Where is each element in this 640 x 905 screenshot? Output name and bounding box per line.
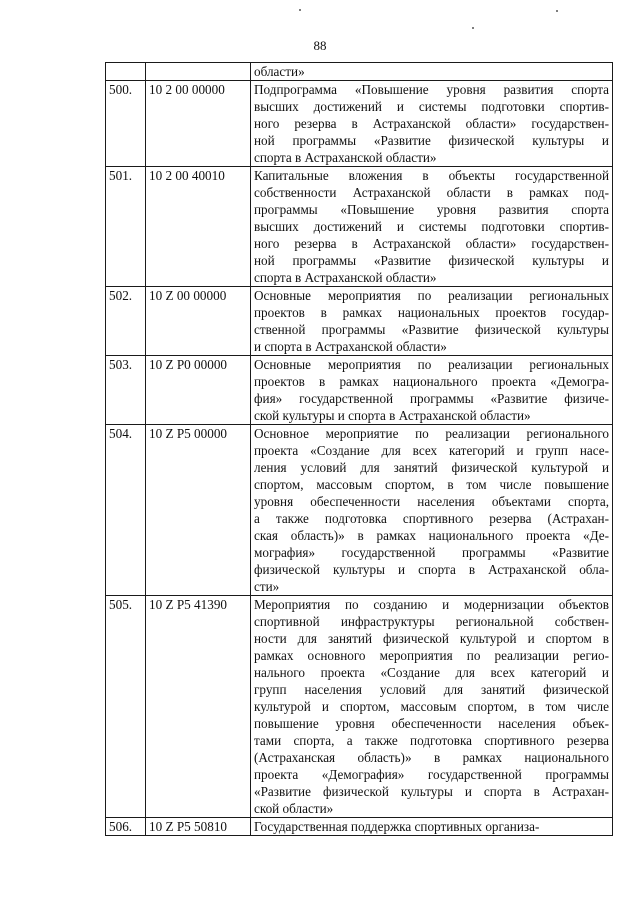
description-line: проекта «Создание для всех категорий и групп насе- xyxy=(254,443,609,458)
scan-speck xyxy=(556,10,558,12)
classification-code: 10 2 00 00000 xyxy=(146,81,251,167)
item-description xyxy=(251,81,613,167)
classification-code: 10 2 00 40010 xyxy=(146,167,251,287)
description-line: и спорта в Астраханской области» xyxy=(254,339,447,354)
row-number: 503. xyxy=(106,356,146,425)
description-line: Капитальные вложения в объекты государственной xyxy=(254,168,609,183)
description-line: ности для занятий физической культурой и спортом в xyxy=(254,631,609,646)
description-line: физической культуры и спорта в Астраханской обла- xyxy=(254,562,609,577)
table-row xyxy=(106,81,613,167)
row-number xyxy=(106,63,146,81)
description-line: ской области» xyxy=(254,801,334,816)
table-row xyxy=(106,596,613,818)
description-line: высших достижений и системы подготовки спортив- xyxy=(254,99,609,114)
classification-code: 10 Z P5 41390 xyxy=(146,596,251,818)
row-number: 500. xyxy=(106,81,146,167)
table-row xyxy=(106,167,613,287)
description-line: уровня обеспеченности населения объектами спорта, xyxy=(254,494,609,509)
description-line: ной программы «Развитие физической культуры и xyxy=(254,133,609,148)
description-line: фия» государственной программы «Развитие физиче- xyxy=(254,391,609,406)
row-number: 502. xyxy=(106,287,146,356)
scan-speck xyxy=(299,9,301,11)
classification-code: 10 Z P0 00000 xyxy=(146,356,251,425)
classification-code: 10 Z 00 00000 xyxy=(146,287,251,356)
row-number: 506. xyxy=(106,818,146,836)
description-line: повышение уровня обеспеченности населения объек- xyxy=(254,716,609,731)
description-line: собственности Астраханской области в рамках под- xyxy=(254,185,609,200)
description-line: спорта в Астраханской области» xyxy=(254,270,437,285)
item-description xyxy=(251,425,613,596)
description-line: области» xyxy=(254,64,305,79)
description-line: ной программы «Развитие физической культуры и xyxy=(254,253,609,268)
row-number: 501. xyxy=(106,167,146,287)
description-line: ской культуры и спорта в Астраханской области» xyxy=(254,408,531,423)
item-description xyxy=(251,63,613,81)
description-line: ления условий для занятий физической культурой и xyxy=(254,460,609,475)
description-line: Основные мероприятия по реализации региональных xyxy=(254,288,609,303)
row-number: 505. xyxy=(106,596,146,818)
table-body xyxy=(106,63,613,836)
description-line: спортивной инфраструктуры региональной собствен- xyxy=(254,614,609,629)
item-description xyxy=(251,287,613,356)
table-row xyxy=(106,356,613,425)
description-line: рамках основного мероприятия по реализации регио- xyxy=(254,648,609,663)
item-description xyxy=(251,596,613,818)
description-line: ного резерва в Астраханской области» государствен- xyxy=(254,116,609,131)
description-line: ственной программы «Развитие физической культуры xyxy=(254,322,609,337)
item-description xyxy=(251,167,613,287)
description-line: Подпрограмма «Повышение уровня развития спорта xyxy=(254,82,609,97)
table-row xyxy=(106,287,613,356)
description-line: Мероприятия по созданию и модернизации объектов xyxy=(254,597,609,612)
classification-code: 10 Z P5 50810 xyxy=(146,818,251,836)
classification-code: 10 Z P5 00000 xyxy=(146,425,251,596)
table-row xyxy=(106,818,613,836)
description-line: нального проекта «Создание для всех категорий и xyxy=(254,665,609,680)
table-row xyxy=(106,425,613,596)
description-line: (Астраханская область)» в рамках национального xyxy=(254,750,609,765)
classification-code xyxy=(146,63,251,81)
description-line: спортом, массовым спортом, в том числе повышение xyxy=(254,477,609,492)
description-line: сти» xyxy=(254,579,280,594)
description-line: проекта «Демография» государственной программы xyxy=(254,767,609,782)
description-line: проектов в рамках национального проекта «Демогра- xyxy=(254,374,609,389)
budget-classification-table xyxy=(105,62,613,836)
row-number: 504. xyxy=(106,425,146,596)
description-line: ская область)» в рамках национального проекта «Де- xyxy=(254,528,609,543)
description-line: а также подготовка спортивного резерва (Астрахан- xyxy=(254,511,609,526)
description-line: высших достижений и системы подготовки спортив- xyxy=(254,219,609,234)
description-line: спорта в Астраханской области» xyxy=(254,150,437,165)
description-line: мография» государственной программы «Развитие xyxy=(254,545,609,560)
description-line: Государственная поддержка спортивных организа- xyxy=(254,819,540,834)
description-line: проектов в рамках национальных проектов государ- xyxy=(254,305,609,320)
description-line: «Развитие физической культуры и спорта в Астрахан- xyxy=(254,784,609,799)
item-description xyxy=(251,356,613,425)
scan-speck xyxy=(472,27,474,29)
description-line: Основное мероприятие по реализации регионального xyxy=(254,426,609,441)
item-description xyxy=(251,818,613,836)
description-line: тами спорта, а также подготовка спортивного резерва xyxy=(254,733,609,748)
description-line: Основные мероприятия по реализации региональных xyxy=(254,357,609,372)
description-line: ного резерва в Астраханской области» государствен- xyxy=(254,236,609,251)
description-line: программы «Повышение уровня развития спорта xyxy=(254,202,609,217)
description-line: культурой и спортом, массовым спортом, в том числе xyxy=(254,699,609,714)
page-number: 88 xyxy=(313,38,327,53)
table-row xyxy=(106,63,613,81)
description-line: групп населения условий для занятий физической xyxy=(254,682,609,697)
